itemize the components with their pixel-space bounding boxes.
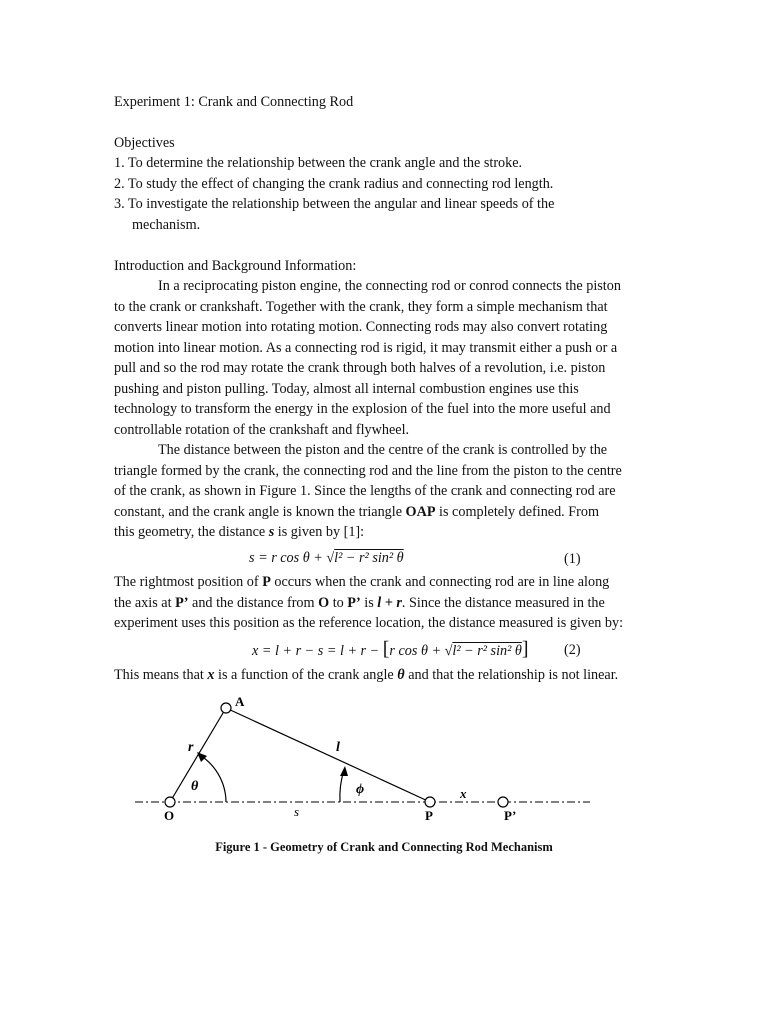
paragraph-line: of the crank, as shown in Figure 1. Since the lengths of the crank and connecting rod are: [114, 483, 616, 499]
crank-mechanism-figure: [0, 690, 768, 840]
equation-1: s = r cos θ + √l² − r² sin² θ: [249, 550, 404, 566]
paragraph-line: this geometry, the distance s is given by [1]:: [114, 524, 365, 540]
paragraph-line: technology to transform the energy in the explosion of the fuel into the more useful and: [114, 401, 611, 417]
objective-item: 2. To study the effect of changing the crank radius and connecting rod length.: [114, 176, 554, 192]
objective-item: 1. To determine the relationship between the crank angle and the stroke.: [114, 155, 523, 171]
joint-O: [165, 797, 175, 807]
paragraph-line: pull and so the rod may rotate the crank through both halves of a revolution, i.e. piston: [114, 360, 606, 376]
paragraph-line: converts linear motion into rotating motion. Connecting rods may also convert rotating: [114, 319, 608, 335]
joint-A: [221, 703, 231, 713]
label-l: l: [336, 740, 340, 755]
label-O: O: [164, 808, 175, 823]
paragraph-line: triangle formed by the crank, the connecting rod and the line from the piston to the centre: [114, 463, 622, 479]
paragraph-line: motion into linear motion. As a connecting rod is rigid, it may transmit either a push or a: [114, 340, 618, 356]
theta-arc: [198, 754, 226, 802]
label-x: x: [460, 786, 467, 801]
label-P-prime: P’: [504, 808, 517, 823]
label-s: s: [294, 804, 300, 819]
joint-P: [425, 797, 435, 807]
objective-item: 3. To investigate the relationship between the angular and linear speeds of the: [114, 196, 555, 212]
objectives-heading: Objectives: [114, 135, 175, 151]
label-A: A: [235, 694, 245, 709]
paragraph-line: controllable rotation of the crankshaft and flywheel.: [114, 422, 410, 438]
label-phi: ϕ: [356, 782, 365, 797]
equation-1-number: (1): [564, 551, 581, 567]
equation-2: x = l + r − s = l + r − [r cos θ + √l² − r² sin² θ]: [252, 638, 529, 660]
figure-caption: Figure 1 - Geometry of Crank and Connecting Rod Mechanism: [215, 840, 553, 854]
connecting-rod-link: [226, 708, 430, 802]
label-P: P: [425, 808, 433, 823]
paragraph-line: pushing and piston pulling. Today, almost all internal combustion engines use this: [114, 381, 579, 397]
paragraph-line: constant, and the crank angle is known the triangle OAP is completely defined. From: [114, 504, 600, 520]
phi-arrowhead: [340, 766, 348, 776]
label-r: r: [188, 740, 194, 755]
joint-P-prime: [498, 797, 508, 807]
paragraph-line: The rightmost position of P occurs when the crank and connecting rod are in line along: [114, 574, 610, 590]
paragraph-line: In a reciprocating piston engine, the connecting rod or conrod connects the piston: [158, 278, 621, 294]
equation-2-number: (2): [564, 642, 581, 658]
paragraph-line: to the crank or crankshaft. Together with the crank, they form a simple mechanism that: [114, 299, 608, 315]
objective-item-continuation: mechanism.: [132, 217, 201, 233]
document-title: Experiment 1: Crank and Connecting Rod: [114, 94, 354, 110]
paragraph-line: This means that x is a function of the crank angle θ and that the relationship is not linear.: [114, 667, 619, 683]
paragraph-line: the axis at P’ and the distance from O to P’ is l + r. Since the distance measured in the: [114, 595, 605, 611]
paragraph-line: experiment uses this position as the reference location, the distance measured is given by:: [114, 615, 624, 631]
label-theta: θ: [191, 779, 199, 794]
intro-heading: Introduction and Background Information:: [114, 258, 357, 274]
paragraph-line: The distance between the piston and the centre of the crank is controlled by the: [158, 442, 608, 458]
theta-arrowhead: [197, 752, 207, 762]
